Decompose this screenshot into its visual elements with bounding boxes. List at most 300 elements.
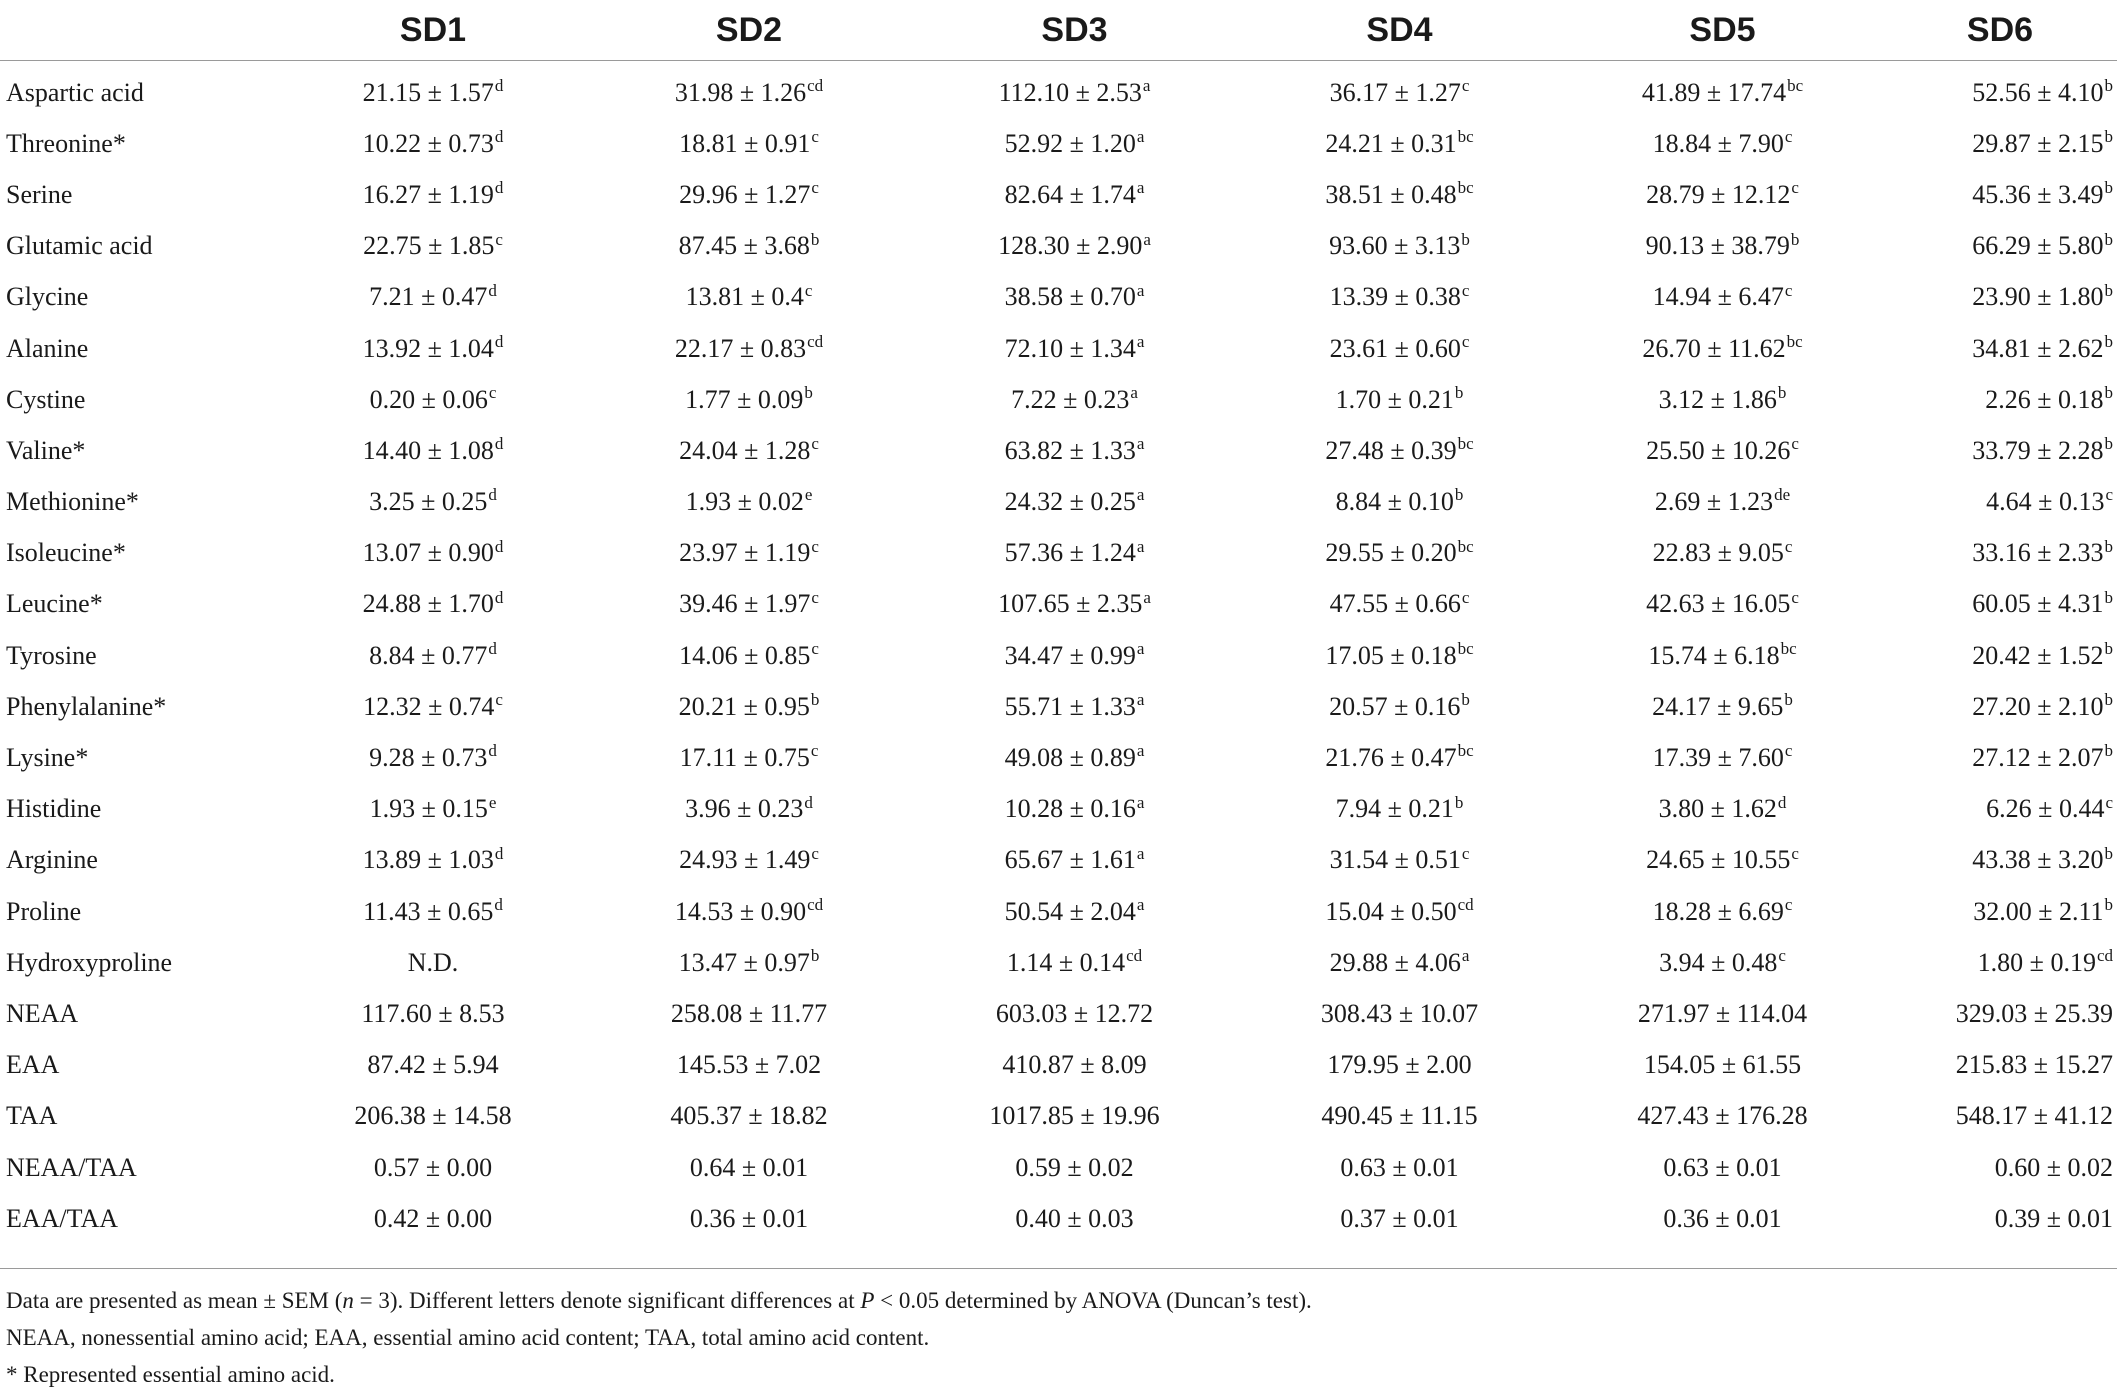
table-cell (586, 425, 912, 476)
table-cell (280, 835, 586, 886)
significance-letter: d (488, 741, 497, 761)
table-cell (586, 784, 912, 835)
significance-letter: d (494, 75, 504, 95)
significance-letter: c (1784, 894, 1793, 914)
table-cell (280, 425, 586, 476)
cell-value: 63.82 ± 1.33 (1004, 435, 1136, 465)
significance-letter: c (811, 127, 819, 147)
table-cell (280, 579, 586, 630)
cell-value: 82.64 ± 1.74 (1004, 179, 1136, 209)
significance-letter: cd (807, 75, 824, 95)
cell-value: 3.96 ± 0.23 (685, 794, 804, 824)
cell-value: 33.16 ± 2.33 (1972, 538, 2104, 568)
row-label: EAA/TAA (6, 1203, 119, 1233)
cell-value: 0.40 ± 0.03 (1015, 1203, 1134, 1233)
cell-value: 24.65 ± 10.55 (1646, 845, 1791, 875)
significance-letter: c (1784, 536, 1793, 556)
significance-letter: cd (807, 894, 824, 914)
cell-value: 18.28 ± 6.69 (1652, 896, 1784, 926)
table-cell (1562, 323, 1883, 374)
table-cell (1237, 579, 1562, 630)
table-cell (912, 528, 1237, 579)
cell-value: 24.21 ± 0.31 (1325, 128, 1457, 158)
table-row (0, 732, 2117, 783)
table-cell (1562, 1091, 1883, 1142)
significance-letter: b (1454, 792, 1464, 812)
row-label: EAA (6, 1050, 60, 1080)
header-sd1: SD1 (280, 0, 586, 61)
table-cell (912, 886, 1237, 937)
cell-value: 271.97 ± 114.04 (1637, 998, 1808, 1028)
significance-letter: a (1136, 894, 1145, 914)
cell-value: 22.83 ± 9.05 (1652, 538, 1784, 568)
significance-letter: bc (1457, 741, 1474, 761)
cell-value: 23.90 ± 1.80 (1972, 282, 2104, 312)
cell-value: 24.04 ± 1.28 (679, 435, 811, 465)
cell-value: 3.94 ± 0.48 (1659, 947, 1778, 977)
table-cell (1562, 221, 1883, 272)
row-label: Serine (6, 179, 73, 209)
significance-letter: a (1136, 741, 1145, 761)
table-cell (912, 1193, 1237, 1244)
table-cell (1883, 61, 2117, 119)
table-cell (1237, 425, 1562, 476)
table-cell (1237, 732, 1562, 783)
significance-letter: d (488, 639, 497, 658)
significance-letter: b (1461, 690, 1470, 710)
table-cell (1237, 221, 1562, 272)
cell-value: 9.28 ± 0.73 (369, 743, 488, 773)
significance-letter: b (810, 946, 820, 966)
table-cell (280, 272, 586, 323)
significance-letter: d (494, 587, 504, 607)
significance-letter: cd (1126, 946, 1143, 966)
cell-value: 11.43 ± 0.65 (363, 896, 494, 926)
cell-value: 20.42 ± 1.52 (1972, 640, 2104, 670)
significance-letter: d (494, 894, 503, 914)
cell-value: 7.21 ± 0.47 (369, 282, 488, 312)
table-cell (912, 118, 1237, 169)
significance-letter: c (495, 690, 503, 710)
significance-letter: d (488, 485, 497, 505)
significance-letter: bc (1457, 127, 1474, 147)
table-row (0, 272, 2117, 323)
table-cell (1562, 886, 1883, 937)
significance-letter: c (1461, 331, 1470, 351)
significance-letter: c (811, 843, 819, 863)
cell-value: 27.48 ± 0.39 (1325, 435, 1457, 465)
cell-value: 87.45 ± 3.68 (678, 231, 810, 261)
row-label: Threonine* (6, 128, 126, 158)
table-cell (1883, 1193, 2117, 1244)
cell-value: 14.06 ± 0.85 (679, 640, 811, 670)
table-cell (280, 374, 586, 425)
significance-letter: bc (1780, 639, 1797, 658)
cell-value: 0.39 ± 0.01 (1994, 1203, 2113, 1233)
cell-value: 3.12 ± 1.86 (1658, 384, 1777, 414)
table-cell (1883, 579, 2117, 630)
table-cell (280, 886, 586, 937)
table-cell (586, 61, 912, 119)
significance-letter: c (495, 229, 503, 249)
table-row (0, 1193, 2117, 1244)
cell-value: 49.08 ± 0.89 (1004, 743, 1136, 773)
significance-letter: c (1791, 434, 1799, 454)
table-cell (912, 784, 1237, 835)
cell-value: 24.88 ± 1.70 (362, 589, 494, 619)
significance-letter: c (811, 434, 819, 454)
table-cell (912, 681, 1237, 732)
table-cell (912, 61, 1237, 119)
table-row (0, 221, 2117, 272)
significance-letter: c (1461, 587, 1470, 607)
table-cell (280, 323, 586, 374)
significance-letter: b (1461, 229, 1470, 249)
significance-letter: cd (807, 331, 824, 351)
significance-letter: bc (1457, 434, 1474, 454)
table-cell (586, 835, 912, 886)
table-cell (912, 937, 1237, 988)
cell-value: 25.50 ± 10.26 (1646, 435, 1791, 465)
cell-value: 24.17 ± 9.65 (1652, 691, 1784, 721)
table-cell (280, 630, 586, 681)
table-cell (586, 221, 912, 272)
table-cell (1883, 1040, 2117, 1091)
table-cell (586, 374, 912, 425)
cell-value: 24.32 ± 0.25 (1004, 487, 1136, 517)
significance-letter: b (2104, 690, 2113, 710)
table-cell (586, 681, 912, 732)
significance-letter: c (811, 178, 819, 198)
significance-letter: a (1136, 792, 1145, 812)
cell-value: 13.89 ± 1.03 (362, 845, 494, 875)
table-cell (586, 169, 912, 220)
table-cell (1883, 425, 2117, 476)
row-label: Methionine* (6, 487, 139, 517)
cell-value: 32.00 ± 2.11 (1973, 896, 2104, 926)
cell-value: 20.21 ± 0.95 (678, 691, 810, 721)
table-cell (1562, 118, 1883, 169)
cell-value: 66.29 ± 5.80 (1972, 231, 2104, 261)
table-cell (1237, 528, 1562, 579)
cell-value: 10.22 ± 0.73 (362, 128, 494, 158)
table-cell (280, 1091, 586, 1142)
table-cell (1883, 169, 2117, 220)
cell-value: 0.36 ± 0.01 (1663, 1203, 1782, 1233)
significance-letter: c (1791, 178, 1799, 198)
significance-letter: d (804, 792, 813, 812)
cell-value: 8.84 ± 0.77 (369, 640, 488, 670)
cell-value: 14.53 ± 0.90 (674, 896, 807, 926)
table-footnotes (6, 1282, 2106, 1393)
row-label: Valine* (6, 435, 86, 465)
table-cell (912, 477, 1237, 528)
cell-value: 29.88 ± 4.06 (1329, 947, 1461, 977)
cell-value: 2.26 ± 0.18 (1985, 384, 2104, 414)
significance-letter: b (1790, 229, 1800, 249)
cell-value: 0.64 ± 0.01 (689, 1152, 809, 1182)
table-cell (1237, 937, 1562, 988)
significance-letter: a (1136, 639, 1145, 658)
row-label: NEAA (6, 998, 79, 1028)
table-cell (912, 425, 1237, 476)
table-cell (1562, 1040, 1883, 1091)
significance-letter: a (1136, 280, 1145, 300)
cell-value: 43.38 ± 3.20 (1972, 845, 2104, 875)
significance-letter: a (1136, 434, 1145, 454)
significance-letter: a (1136, 843, 1145, 863)
table-cell (280, 169, 586, 220)
table-cell (1883, 681, 2117, 732)
footnote-abbreviations: NEAA, nonessential amino acid; EAA, essential amino acid content; TAA, total amino acid content. (6, 1325, 930, 1350)
table-body (0, 61, 2117, 1245)
cell-value: 206.38 ± 14.58 (354, 1101, 512, 1131)
significance-letter: c (1784, 127, 1793, 147)
significance-letter: a (1461, 946, 1470, 966)
significance-letter: b (2104, 741, 2113, 761)
table-row (0, 937, 2117, 988)
table-cell (1237, 272, 1562, 323)
header-stub (0, 0, 280, 61)
table-cell (280, 221, 586, 272)
table-cell (1883, 272, 2117, 323)
cell-value: 8.84 ± 0.10 (1335, 487, 1454, 517)
significance-letter: a (1143, 229, 1151, 249)
table-row (0, 425, 2117, 476)
table-cell (912, 169, 1237, 220)
table-cell (280, 118, 586, 169)
table-cell (1562, 732, 1883, 783)
table-cell (912, 988, 1237, 1039)
cell-value: 0.36 ± 0.01 (689, 1203, 809, 1233)
cell-value: 112.10 ± 2.53 (998, 77, 1142, 107)
table-row (0, 579, 2117, 630)
table-row (0, 374, 2117, 425)
significance-letter: a (1136, 485, 1145, 505)
table-row (0, 630, 2117, 681)
significance-letter: d (494, 127, 504, 147)
table-cell (1237, 169, 1562, 220)
cell-value: 3.25 ± 0.25 (369, 487, 488, 517)
table-cell (280, 477, 586, 528)
table-cell (1237, 61, 1562, 119)
cell-value: 7.22 ± 0.23 (1011, 384, 1130, 414)
table-cell (1883, 477, 2117, 528)
table-cell (586, 1142, 912, 1193)
table-cell (1883, 1142, 2117, 1193)
significance-letter: b (1777, 383, 1787, 403)
table-cell (1562, 1193, 1883, 1244)
cell-value: 23.97 ± 1.19 (679, 538, 811, 568)
significance-letter: bc (1457, 178, 1474, 198)
significance-letter: b (2104, 127, 2113, 147)
cell-value: 38.58 ± 0.70 (1004, 282, 1136, 312)
significance-letter: b (2104, 434, 2113, 454)
cell-value: 52.56 ± 4.10 (1972, 77, 2104, 107)
row-label: Hydroxyproline (6, 947, 173, 977)
table-cell (1562, 784, 1883, 835)
table-cell (586, 477, 912, 528)
cell-value: 1.93 ± 0.15 (369, 794, 488, 824)
header-sd4: SD4 (1237, 0, 1562, 61)
table-row (0, 835, 2117, 886)
table-cell (1562, 528, 1883, 579)
table-row (0, 528, 2117, 579)
table-cell (1562, 477, 1883, 528)
table-cell (586, 1193, 912, 1244)
significance-letter: c (1784, 741, 1793, 761)
table-row (0, 886, 2117, 937)
significance-letter: c (1791, 843, 1799, 863)
significance-letter: d (494, 536, 504, 556)
row-label: Cystine (6, 384, 86, 414)
cell-value: 0.63 ± 0.01 (1663, 1152, 1782, 1182)
significance-letter: d (494, 434, 504, 454)
significance-letter: d (494, 178, 504, 198)
cell-value: 22.75 ± 1.85 (363, 231, 495, 261)
table-cell (912, 374, 1237, 425)
table-cell (1237, 784, 1562, 835)
table-cell (1883, 835, 2117, 886)
significance-letter: bc (1457, 639, 1474, 658)
header-sd3: SD3 (912, 0, 1237, 61)
cell-value: 13.81 ± 0.4 (685, 282, 804, 312)
table-cell (1237, 1142, 1562, 1193)
cell-value: 490.45 ± 11.15 (1321, 1101, 1478, 1131)
cell-value: 13.39 ± 0.38 (1329, 282, 1461, 312)
cell-value: 87.42 ± 5.94 (367, 1050, 499, 1080)
cell-value: 23.61 ± 0.60 (1329, 333, 1461, 363)
cell-value: 1.80 ± 0.19 (1977, 947, 2096, 977)
header-row (0, 0, 2117, 61)
row-label: Lysine* (6, 743, 89, 773)
table-cell (586, 1040, 912, 1091)
significance-letter: b (2104, 75, 2113, 95)
table-cell (1237, 630, 1562, 681)
table-cell (1883, 374, 2117, 425)
row-label: Leucine* (6, 589, 103, 619)
cell-value: 17.05 ± 0.18 (1325, 640, 1457, 670)
table-row (0, 1091, 2117, 1142)
table-cell (586, 118, 912, 169)
table-cell (586, 272, 912, 323)
significance-letter: cd (1457, 894, 1474, 914)
significance-letter: c (811, 639, 819, 658)
table-row (0, 1142, 2117, 1193)
cell-value: 60.05 ± 4.31 (1972, 589, 2104, 619)
cell-value: 13.92 ± 1.04 (362, 333, 494, 363)
cell-value: 41.89 ± 17.74 (1641, 77, 1787, 107)
cell-value: 0.60 ± 0.02 (1994, 1152, 2113, 1182)
cell-value: 0.59 ± 0.02 (1015, 1152, 1134, 1182)
table-cell (1883, 784, 2117, 835)
table-cell (1562, 61, 1883, 119)
cell-value: 31.98 ± 1.26 (674, 77, 807, 107)
cell-value: 13.07 ± 0.90 (362, 538, 494, 568)
table-row (0, 169, 2117, 220)
significance-letter: de (1774, 485, 1791, 505)
cell-value: 28.79 ± 12.12 (1646, 179, 1791, 209)
table-row (0, 61, 2117, 119)
cell-value: 4.64 ± 0.13 (1986, 487, 2105, 517)
table-bottom-rule (0, 1268, 2117, 1269)
table-cell (586, 323, 912, 374)
cell-value: 29.87 ± 2.15 (1972, 128, 2104, 158)
significance-letter: b (2104, 178, 2113, 198)
cell-value: 0.63 ± 0.01 (1340, 1152, 1459, 1182)
header-sd6: SD6 (1883, 0, 2117, 61)
cell-value: 215.83 ± 15.27 (1955, 1050, 2113, 1080)
cell-value: 410.87 ± 8.09 (1002, 1050, 1147, 1080)
table-cell (1883, 1091, 2117, 1142)
table-cell (1237, 681, 1562, 732)
table-cell (912, 1040, 1237, 1091)
cell-value: 15.74 ± 6.18 (1648, 640, 1780, 670)
table-row (0, 477, 2117, 528)
cell-value: 29.96 ± 1.27 (679, 179, 811, 209)
table-row (0, 784, 2117, 835)
table-cell (586, 1091, 912, 1142)
table-cell (1562, 425, 1883, 476)
significance-letter: c (1778, 946, 1786, 966)
significance-letter: b (2104, 639, 2113, 658)
cell-value: 26.70 ± 11.62 (1642, 333, 1786, 363)
cell-value: 93.60 ± 3.13 (1329, 231, 1461, 261)
cell-value: 405.37 ± 18.82 (670, 1101, 828, 1131)
row-label: Arginine (6, 845, 98, 875)
significance-letter: cd (2096, 946, 2113, 966)
cell-value: 50.54 ± 2.04 (1004, 896, 1136, 926)
cell-value: 21.15 ± 1.57 (362, 77, 494, 107)
table-cell (1562, 374, 1883, 425)
table-cell (1883, 988, 2117, 1039)
table-cell (586, 579, 912, 630)
table-cell (280, 528, 586, 579)
significance-letter: c (488, 383, 497, 403)
significance-letter: b (2104, 229, 2113, 249)
cell-value: 52.92 ± 1.20 (1004, 128, 1136, 158)
significance-letter: c (2105, 792, 2113, 812)
cell-value: 0.37 ± 0.01 (1340, 1203, 1459, 1233)
significance-letter: c (1461, 843, 1470, 863)
significance-letter: a (1136, 690, 1145, 710)
table-cell (1562, 630, 1883, 681)
cell-value: 33.79 ± 2.28 (1972, 435, 2104, 465)
cell-value: 47.55 ± 0.66 (1329, 589, 1461, 619)
significance-letter: c (810, 741, 819, 761)
cell-value: 16.27 ± 1.19 (362, 179, 494, 209)
table-cell (1237, 1040, 1562, 1091)
table-cell (1562, 272, 1883, 323)
table-header (0, 0, 2117, 61)
cell-value: 117.60 ± 8.53 (361, 998, 505, 1028)
significance-letter: a (1136, 127, 1145, 147)
cell-value: 22.17 ± 0.83 (674, 333, 807, 363)
significance-letter: b (2104, 280, 2113, 300)
cell-value: 107.65 ± 2.35 (998, 589, 1143, 619)
table-cell (1237, 1193, 1562, 1244)
significance-letter: c (2105, 485, 2113, 505)
significance-letter: bc (1457, 536, 1474, 556)
significance-letter: c (811, 536, 819, 556)
cell-value: 6.26 ± 0.44 (1986, 794, 2105, 824)
table-cell (912, 732, 1237, 783)
row-label: Proline (6, 896, 82, 926)
table-cell (280, 784, 586, 835)
table-cell (1883, 323, 2117, 374)
significance-letter: b (2104, 331, 2113, 351)
table-cell (912, 221, 1237, 272)
